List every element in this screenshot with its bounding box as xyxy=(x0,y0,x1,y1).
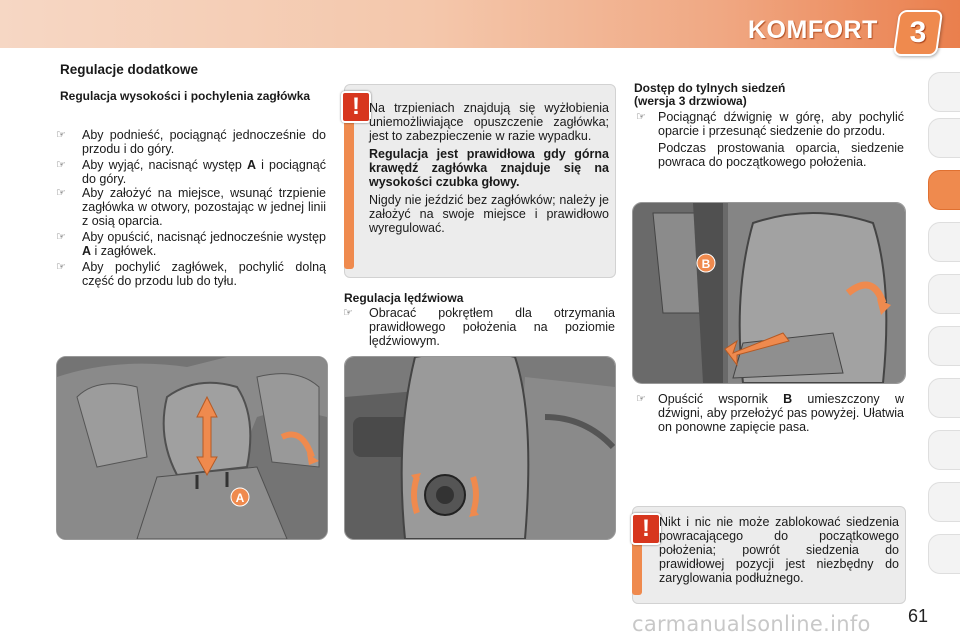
lumbar-heading: Regulacja lędźwiowa xyxy=(344,291,464,305)
warning1-text-3: Nigdy nie jeździć bez zagłówków; należy je założyć na swoje miejsce i prawidłowo wyregulować. xyxy=(369,193,609,235)
pointing-hand-icon: ☞ xyxy=(56,231,66,243)
page-number: 61 xyxy=(908,606,929,626)
pointing-hand-icon: ☞ xyxy=(56,159,66,171)
warning2-text: Nikt i nic nie może zablokować siedzenia powracającego do początkowego położenia; powrót siedzenia do prawidłowej pozycji jest niezbędny do zaryglowania podłużnego. xyxy=(659,515,899,585)
part-label-a: A xyxy=(82,244,92,258)
chapter-title: KOMFORT xyxy=(748,16,878,44)
warning-box-seat xyxy=(632,506,906,604)
thumb-tab-4[interactable] xyxy=(928,222,960,262)
pointing-hand-icon: ☞ xyxy=(56,261,66,273)
callout-a: A xyxy=(235,491,245,505)
section-title: Regulacje dodatkowe xyxy=(60,62,199,77)
headrest-item-1: ☞ Aby podnieść, pociągnąć jednocześnie do przodu i do góry. xyxy=(56,128,326,156)
pointing-hand-icon: ☞ xyxy=(56,187,66,199)
warning1-text-2: Regulacja jest prawidłowa gdy górna krawędź zagłówka znajduje się na wysokości czubka głowy. xyxy=(369,147,609,189)
part-label-a: A xyxy=(246,158,256,172)
thumb-tab-1[interactable] xyxy=(928,72,960,112)
rear-access-item-1: ☞ Pociągnąć dźwignię w górę, aby pochylić oparcie i przesunąć siedzenie do przodu. Podczas prostowania oparcia, siedzenie powraca do początkowego położenia. xyxy=(636,110,904,169)
exclamation-icon: ! xyxy=(341,91,371,123)
headrest-illustration xyxy=(56,356,328,540)
rear-access-heading-2: (wersja 3 drzwiowa) xyxy=(634,94,747,108)
seat-lever-illustration xyxy=(632,202,906,384)
pointing-hand-icon: ☞ xyxy=(636,111,646,123)
headrest-item-5: ☞ Aby pochylić zagłówek, pochylić dolną część do przodu lub do tyłu. xyxy=(56,260,326,288)
headrest-item-3: ☞ Aby założyć na miejsce, wsunąć trzpienie zagłówka w otwory, pozostając w jednej linii z osią oparcia. xyxy=(56,186,326,228)
pointing-hand-icon: ☞ xyxy=(636,393,646,405)
warning-accent-bar xyxy=(344,105,354,269)
header-line xyxy=(0,48,960,51)
thumb-tab-5[interactable] xyxy=(928,274,960,314)
thumb-tab-9[interactable] xyxy=(928,482,960,522)
thumb-tab-6[interactable] xyxy=(928,326,960,366)
headrest-item-2: ☞ Aby wyjąć, nacisnąć występ A i pociągnąć do góry. xyxy=(56,158,326,186)
thumb-tab-2[interactable] xyxy=(928,118,960,158)
warning-box-headrest xyxy=(344,84,616,278)
lumbar-illustration xyxy=(344,356,616,540)
pointing-hand-icon: ☞ xyxy=(56,129,66,141)
warning1-text-1: Na trzpieniach znajdują się wyżłobienia uniemożliwiające opuszczenie zagłówka; jest to zabezpieczenie w razie wypadku. xyxy=(369,101,609,143)
thumb-tab-8[interactable] xyxy=(928,430,960,470)
thumb-tab-7[interactable] xyxy=(928,378,960,418)
headrest-heading: Regulacja wysokości i pochylenia zagłówka xyxy=(60,89,311,103)
rear-access-heading-1: Dostęp do tylnych siedzeń xyxy=(634,81,786,95)
thumb-tab-3-active[interactable] xyxy=(928,170,960,210)
pointing-hand-icon: ☞ xyxy=(343,307,353,319)
lumbar-item: ☞ Obracać pokrętłem dla otrzymania prawidłowego położenia na poziomie lędźwiowym. xyxy=(343,306,615,348)
chapter-number-badge xyxy=(893,10,943,56)
headrest-item-4: ☞ Aby opuścić, nacisnąć jednocześnie występ A i zagłówek. xyxy=(56,230,326,258)
watermark: carmanualsonline.info xyxy=(632,612,871,636)
chapter-number: 3 xyxy=(909,16,927,49)
thumb-tab-10[interactable] xyxy=(928,534,960,574)
callout-b: B xyxy=(701,257,711,271)
exclamation-icon: ! xyxy=(631,513,661,545)
part-label-b: B xyxy=(783,392,793,406)
rear-access-item-2: ☞ Opuścić wspornik B umieszczony w dźwigni, aby przełożyć pas powyżej. Ułatwia on ponowne zapięcie pasa. xyxy=(636,392,904,434)
